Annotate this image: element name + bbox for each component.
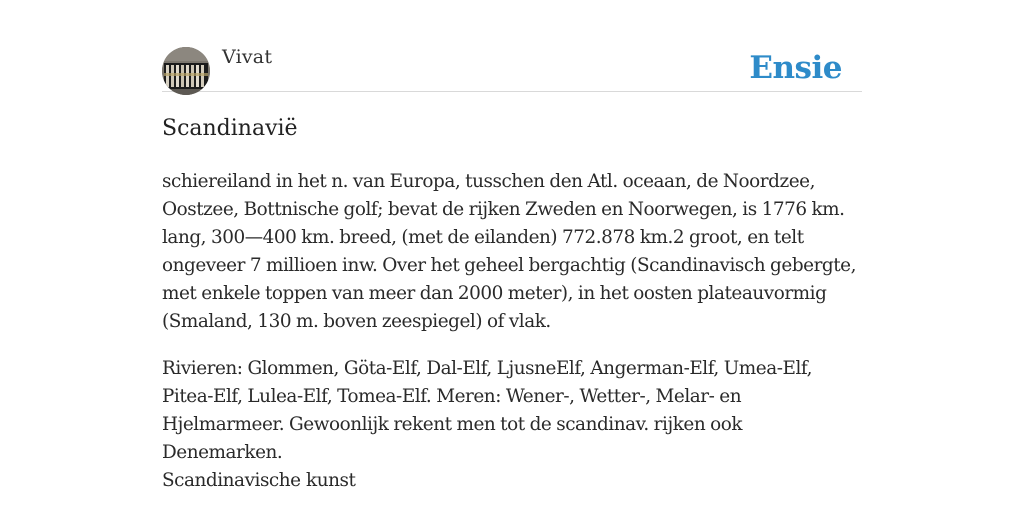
article-paragraph: Rivieren: Glommen, Göta-Elf, Dal-Elf, LjusneElf, Angerman-Elf, Umea-Elf, Pitea-Elf, Lulea-Elf, Tomea-Elf. Meren: Wener-, Wetter-, Melar- en Hjelmarmeer. Gewoonlijk rekent men tot de scandinav. rijken ook Denemarken. (162, 358, 812, 463)
article-page (162, 0, 862, 512)
bookshelf-avatar-image (162, 47, 210, 95)
author-name[interactable]: Vivat (222, 46, 273, 68)
article-body (162, 168, 862, 486)
related-term-link[interactable]: Scandinavische kunst (162, 470, 356, 491)
article-header (162, 0, 862, 92)
avatar[interactable] (162, 47, 210, 95)
article-paragraph: schiereiland in het n. van Europa, tusschen den Atl. oceaan, de Noordzee, Oostzee, Bottnische golf; bevat de rijken Zweden en Noorwegen, is 1776 km. lang, 300—400 km. breed, (met de eilanden) 772.878 km.2 groot, en telt ongeveer 7 millioen inw. Over het geheel bergachtig (Scandinavisch gebergte, met enkele toppen van meer dan 2000 meter), in het oosten plateauvormig (Smaland, 130 m. boven zeespiegel) of vlak. (162, 171, 857, 332)
ensie-logo[interactable]: Ensie (749, 50, 842, 86)
page-title: Scandinavië (162, 116, 298, 141)
